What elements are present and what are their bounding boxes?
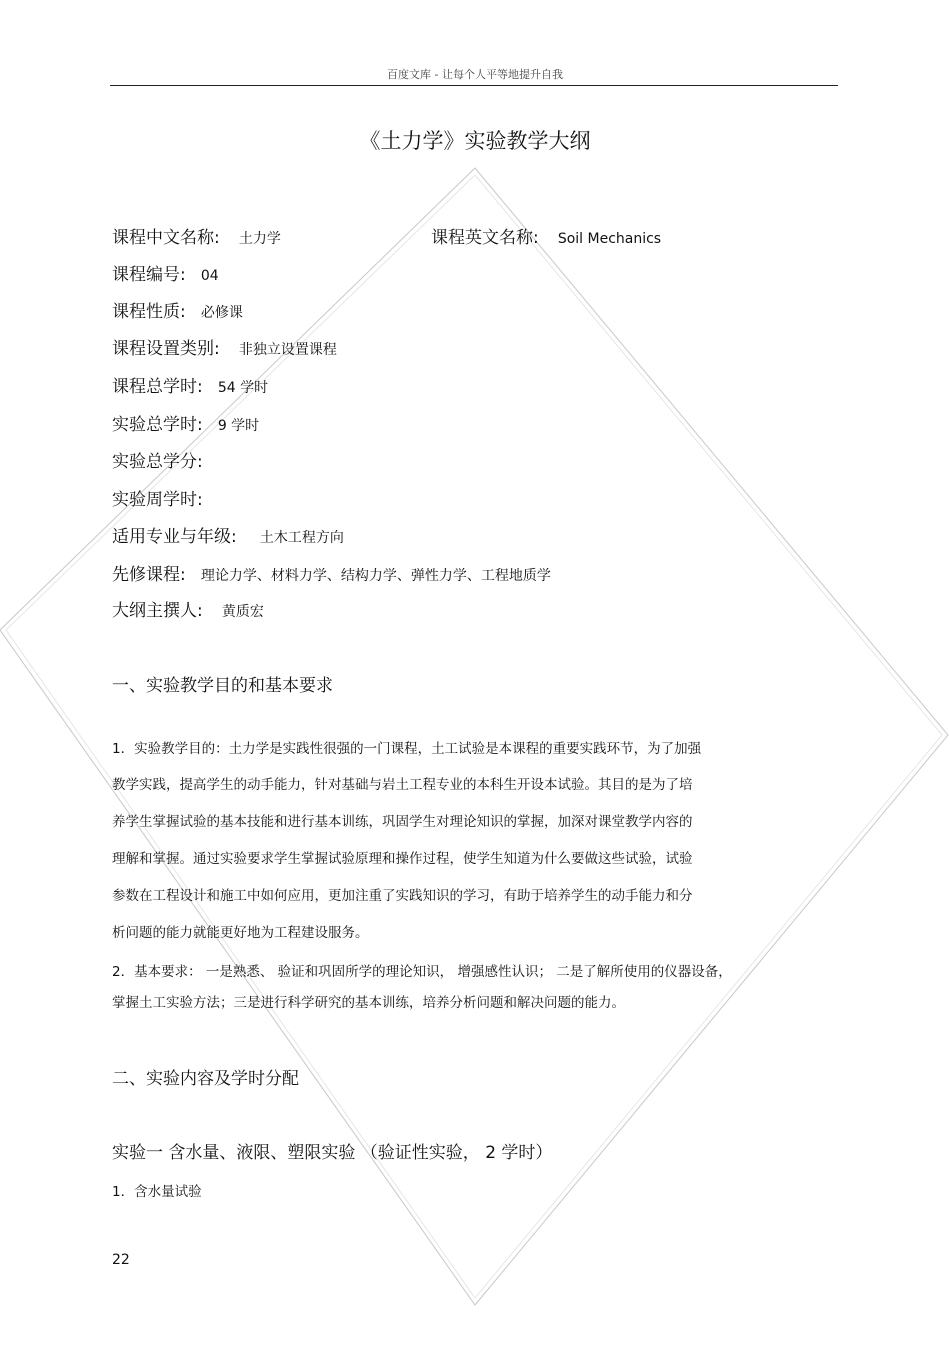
course-cn-name-label: 课程中文名称: bbox=[112, 228, 220, 248]
author-label: 大纲主撰人: bbox=[112, 601, 203, 621]
lab-credits-row bbox=[112, 447, 203, 472]
major-label: 适用专业与年级: bbox=[112, 527, 237, 547]
course-en-name-row bbox=[431, 223, 661, 248]
lab-hours-label: 实验总学时: bbox=[112, 415, 203, 435]
course-cn-name-value: 土力学 bbox=[238, 231, 281, 247]
moisture-content-test-item: 1．含水量试验 bbox=[112, 1184, 202, 1200]
header-divider bbox=[110, 85, 838, 86]
prerequisite-row bbox=[112, 560, 551, 585]
total-hours-row bbox=[112, 372, 268, 397]
requirements-line: 掌握土工实验方法；三是进行科学研究的基本训练，培养分析问题和解决问题的能力。 bbox=[112, 995, 625, 1011]
course-category-row bbox=[112, 334, 337, 359]
experiment-1-heading: 实验一 含水量、液限、塑限实验 （验证性实验， 2 学时） bbox=[112, 1143, 553, 1163]
prerequisite-label: 先修课程: bbox=[112, 565, 186, 585]
course-en-name-label: 课程英文名称: bbox=[431, 228, 539, 248]
purpose-paragraph-line: 养学生掌握试验的基本技能和进行基本训练，巩固学生对理论知识的掌握，加深对课堂教学内容的 bbox=[112, 814, 693, 830]
purpose-paragraph-line: 理解和掌握。通过实验要求学生掌握试验原理和操作过程，使学生知道为什么要做这些试验，试验 bbox=[112, 851, 693, 867]
course-code-label: 课程编号: bbox=[112, 265, 186, 285]
major-row bbox=[112, 522, 344, 547]
course-category-label: 课程设置类别: bbox=[112, 339, 220, 359]
lab-credits-label: 实验总学分: bbox=[112, 452, 203, 472]
page-number: 22 bbox=[112, 1252, 130, 1268]
document-title: 《土力学》实验教学大纲 bbox=[359, 129, 591, 153]
lab-weekly-hours-label: 实验周学时: bbox=[112, 490, 203, 510]
major-value: 土木工程方向 bbox=[259, 530, 344, 546]
author-value: 黄质宏 bbox=[221, 604, 264, 620]
requirements-line: 2．基本要求： 一是熟悉、 验证和巩固所学的理论知识， 增强感性认识； 二是了解所使用的仪器设备， bbox=[112, 964, 732, 980]
author-row bbox=[112, 596, 264, 621]
course-nature-value: 必修课 bbox=[200, 305, 243, 321]
section-1-heading: 一、实验教学目的和基本要求 bbox=[112, 676, 333, 696]
purpose-paragraph-line: 参数在工程设计和施工中如何应用，更加注重了实践知识的学习，有助于培养学生的动手能力和分 bbox=[112, 888, 693, 904]
purpose-paragraph-line: 1．实验教学目的：土力学是实践性很强的一门课程，土工试验是本课程的重要实践环节，为了加强 bbox=[112, 741, 702, 757]
course-nature-label: 课程性质: bbox=[112, 302, 186, 322]
lab-weekly-hours-row bbox=[112, 485, 203, 510]
section-2-heading: 二、实验内容及学时分配 bbox=[112, 1069, 299, 1089]
prerequisite-value: 理论力学、材料力学、结构力学、弹性力学、工程地质学 bbox=[200, 568, 551, 584]
course-code-row bbox=[112, 260, 219, 285]
lab-hours-row bbox=[112, 410, 259, 435]
total-hours-value: 54 学时 bbox=[217, 380, 269, 396]
purpose-paragraph-line: 教学实践，提高学生的动手能力，针对基础与岩土工程专业的本科生开设本试验。其目的是为了培 bbox=[112, 777, 693, 793]
lab-hours-value: 9 学时 bbox=[217, 418, 260, 434]
course-nature-row bbox=[112, 297, 243, 322]
page-header: 百度文库 - 让每个人平等地提升自我 bbox=[387, 68, 563, 81]
course-category-value: 非独立设置课程 bbox=[238, 342, 337, 358]
purpose-paragraph-line: 析问题的能力就能更好地为工程建设服务。 bbox=[112, 925, 369, 941]
course-code-value: 04 bbox=[200, 268, 219, 284]
total-hours-label: 课程总学时: bbox=[112, 377, 203, 397]
course-cn-name-row bbox=[112, 223, 281, 248]
course-en-name-value: Soil Mechanics bbox=[557, 231, 662, 247]
